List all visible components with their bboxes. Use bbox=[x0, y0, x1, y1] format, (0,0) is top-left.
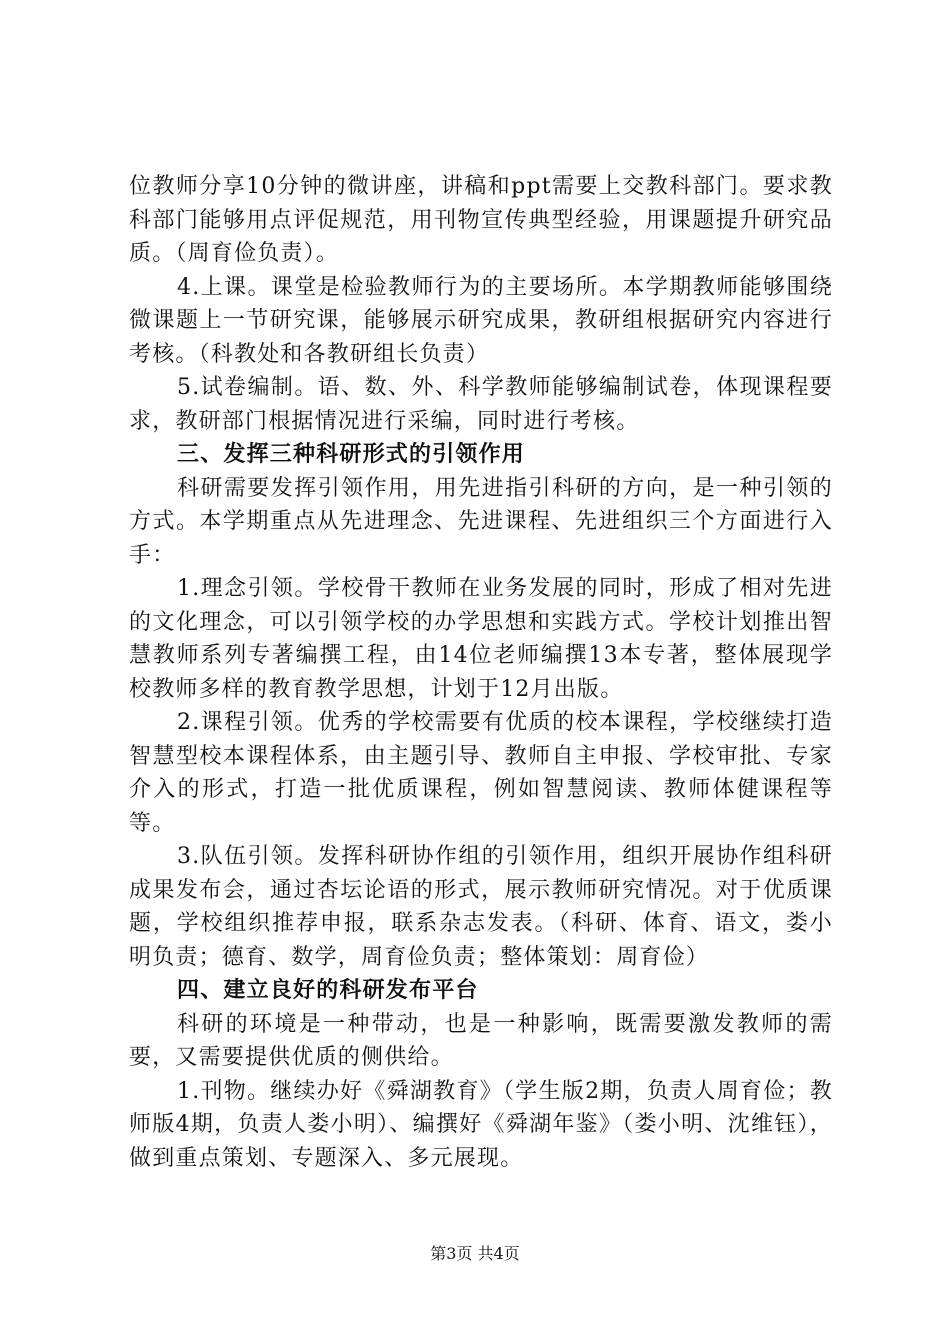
paragraph-section-4-intro: 科研的环境是一种带动，也是一种影响，既需要激发教师的需要，又需要提供优质的侧供给。 bbox=[129, 1011, 833, 1070]
document-body bbox=[129, 170, 833, 1175]
paragraph-item-2-curriculum: 2.课程引领。优秀的学校需要有优质的校本课程，学校继续打造智慧型校本课程体系，由主题引导、教师自主申报、学校审批、专家介入的形式，打造一批优质课程，例如智慧阅读、教师体健课程等等。 bbox=[129, 710, 833, 836]
paragraph-continuation: 位教师分享10分钟的微讲座，讲稿和ppt需要上交教科部门。要求教科部门能够用点评促规范，用刊物宣传典型经验，用课题提升研究品质。（周育俭负责）。 bbox=[129, 174, 833, 266]
section-heading-4: 四、建立良好的科研发布平台 bbox=[177, 978, 479, 1003]
paragraph-item-1-publication: 1.刊物。继续办好《舜湖教育》（学生版2期，负责人周育俭；教师版4期，负责人娄小明）、编撰好《舜湖年鉴》（娄小明、沈维钰），做到重点策划、专题深入、多元展现。 bbox=[129, 1078, 833, 1171]
section-heading-3: 三、发挥三种科研形式的引领作用 bbox=[177, 442, 526, 467]
page-number-footer: 第3页 共4页 bbox=[430, 1244, 520, 1263]
paragraph-section-3-intro: 科研需要发挥引领作用，用先进指引科研的方向，是一种引领的方式。本学期重点从先进理念、先进课程、先进组织三个方面进行入手： bbox=[129, 475, 833, 568]
paragraph-item-1-concept: 1.理念引领。学校骨干教师在业务发展的同时，形成了相对先进的文化理念，可以引领学校的办学思想和实践方式。学校计划推出智慧教师系列专著编撰工程，由14位老师编撰13本专著，整体展现学校教师多样的教育教学思想，计划于12月出版。 bbox=[129, 576, 833, 702]
paragraph-item-4-class: 4.上课。课堂是检验教师行为的主要场所。本学期教师能够围绕微课题上一节研究课，能够展示研究成果，教研组根据研究内容进行考核。（科教处和各教研组长负责） bbox=[129, 274, 833, 367]
paragraph-item-3-team: 3.队伍引领。发挥科研协作组的引领作用，组织开展协作组科研成果发布会，通过杏坛论语的形式，展示教师研究情况。对于优质课题，学校组织推荐申报，联系杂志发表。（科研、体育、语文，娄小明负责；德育、数学，周育俭负责；整体策划：周育俭） bbox=[129, 844, 833, 970]
paragraph-item-5-exam: 5.试卷编制。语、数、外、科学教师能够编制试卷，体现课程要求，教研部门根据情况进行采编，同时进行考核。 bbox=[129, 375, 833, 434]
